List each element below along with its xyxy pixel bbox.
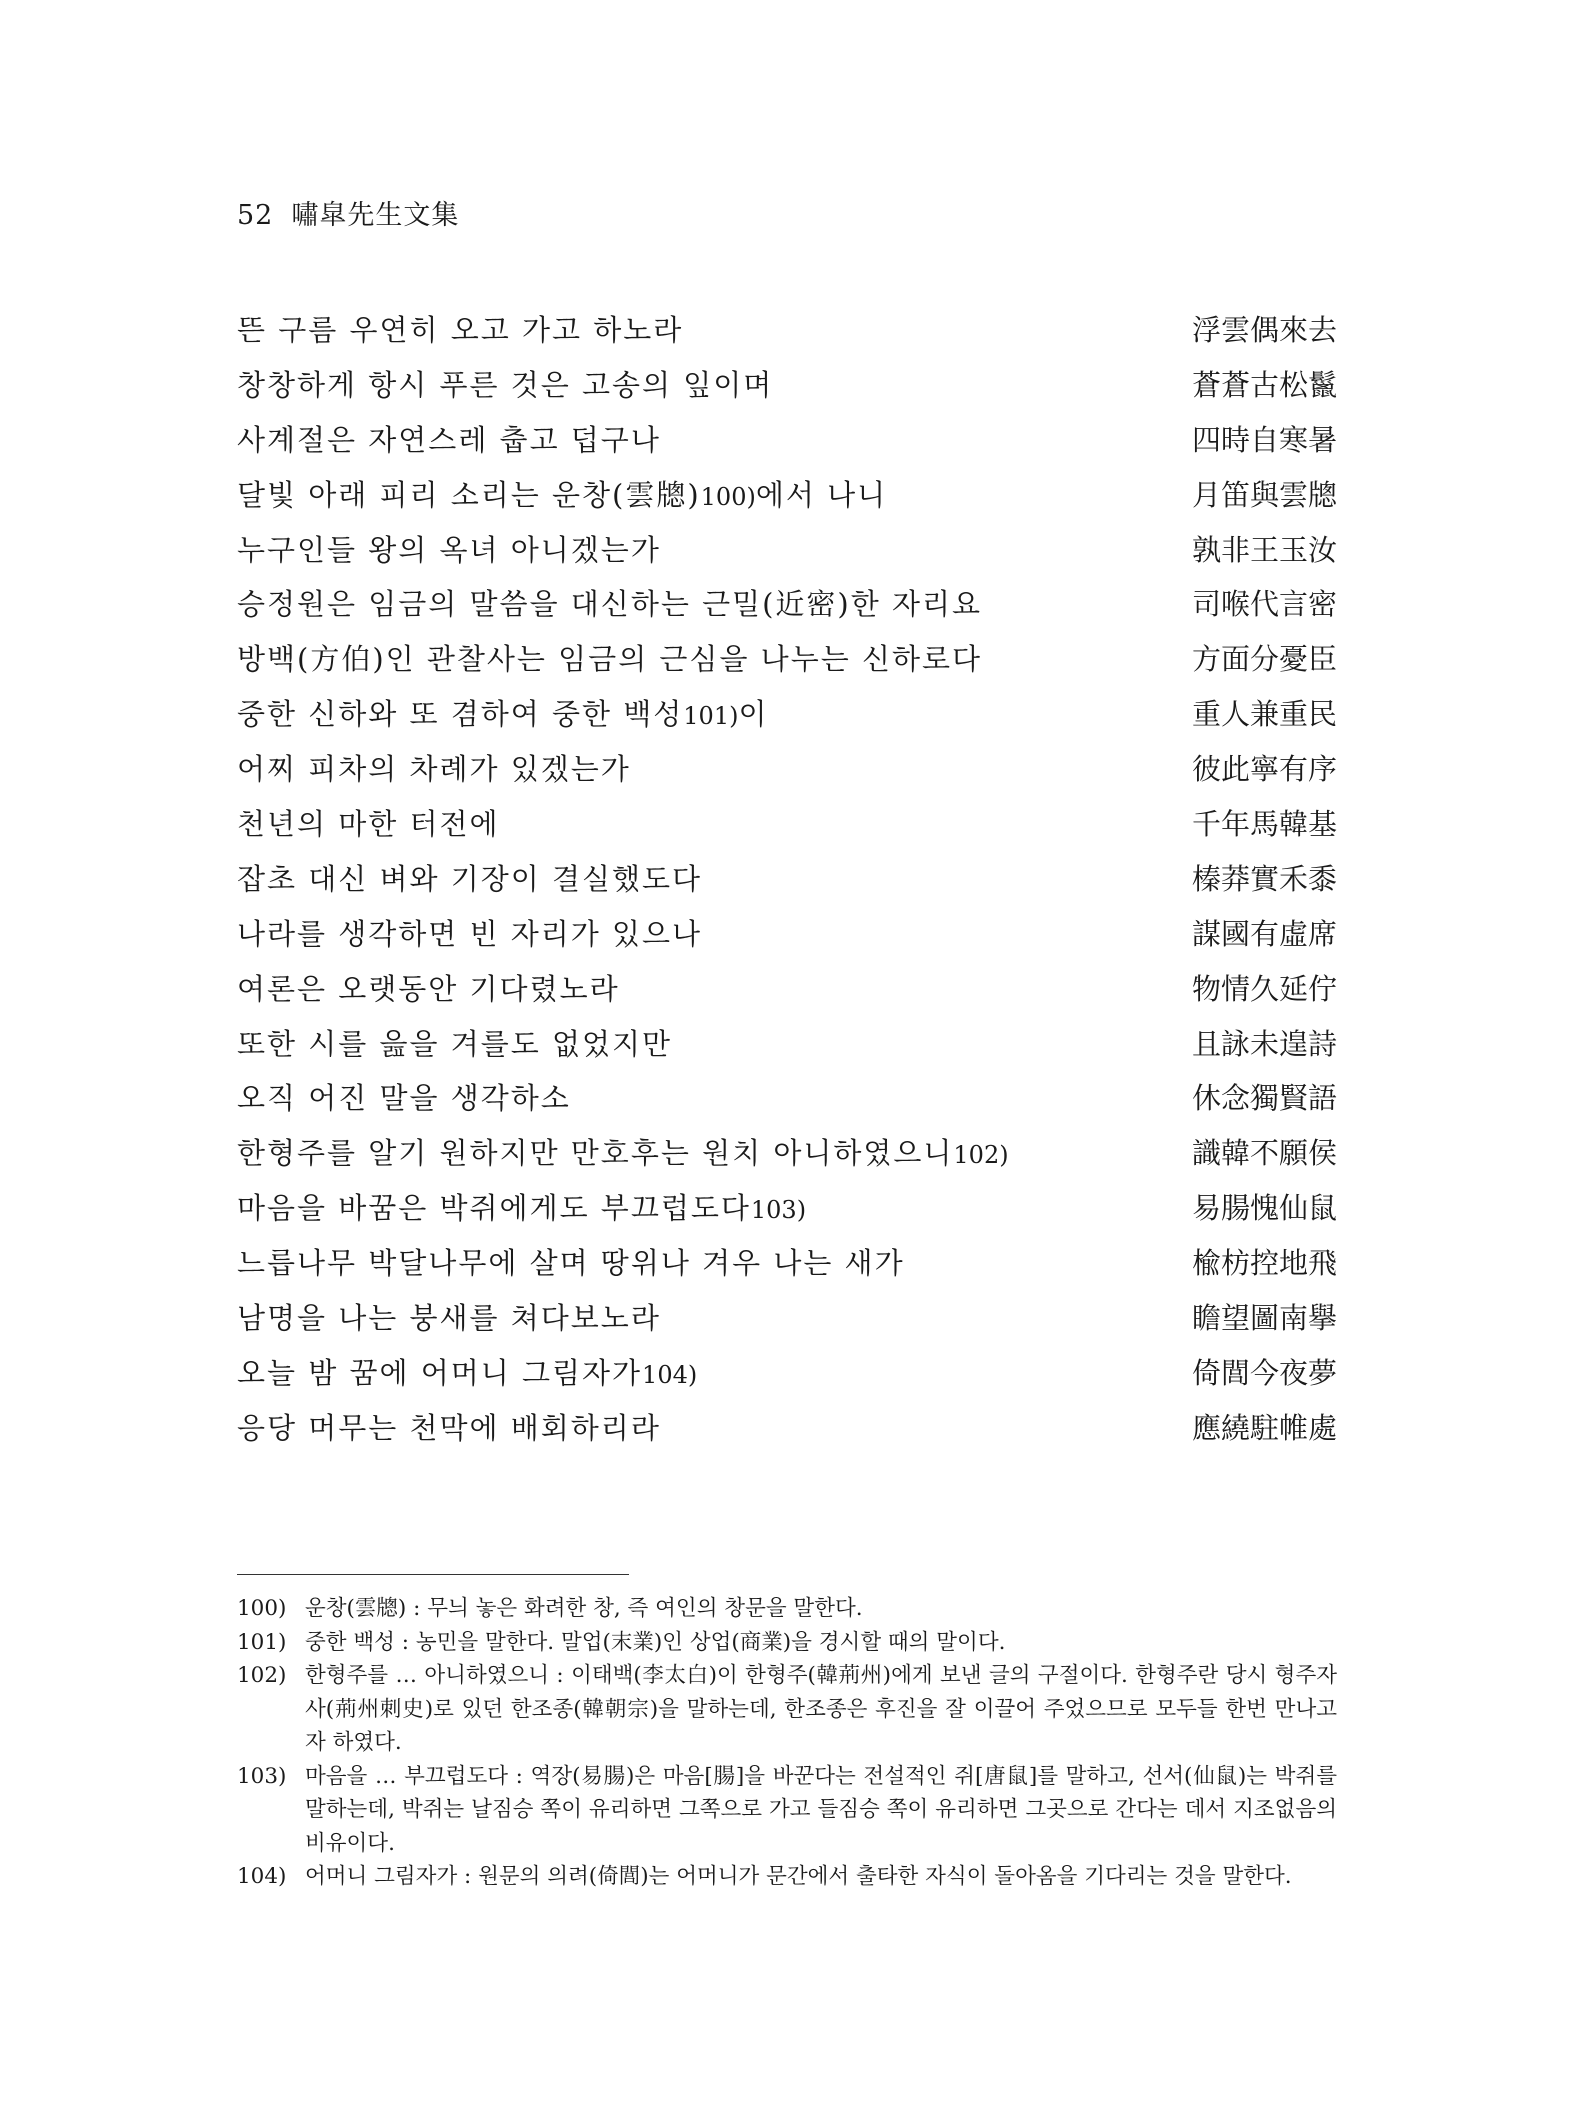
chinese-original: 且詠未遑詩 <box>1191 1026 1337 1061</box>
poem-line <box>237 418 1337 473</box>
poem-line <box>237 967 1337 1022</box>
page-number: 52 <box>237 200 274 231</box>
korean-translation: 한형주를 알기 원하지만 만호후는 원치 아니하였으니102) <box>237 1136 1009 1171</box>
footnote-number: 103) <box>237 1763 287 1789</box>
chinese-original: 重人兼重民 <box>1191 697 1337 732</box>
chinese-original: 易腸愧仙鼠 <box>1191 1191 1337 1226</box>
footnote-text: 어머니 그림자가 : 원문의 의려(倚閭)는 어머니가 문간에서 출타한 자식이 돌아옴을 기다리는 것을 말한다. <box>305 1864 1292 1889</box>
chinese-original: 四時自寒暑 <box>1191 422 1337 457</box>
chinese-original: 彼此寧有序 <box>1191 752 1337 787</box>
chinese-original: 楡枋控地飛 <box>1191 1246 1337 1281</box>
chinese-original: 浮雲偶來去 <box>1191 313 1337 347</box>
footnote-ref: 101) <box>683 702 739 731</box>
chinese-original: 瞻望圖南擧 <box>1191 1301 1337 1336</box>
korean-translation: 오늘 밤 꿈에 어머니 그림자가104) <box>237 1355 698 1390</box>
footnote-ref: 104) <box>642 1360 698 1389</box>
chinese-original: 司喉代言密 <box>1191 587 1337 622</box>
korean-translation: 또한 시를 읊을 겨를도 없었지만 <box>237 1026 673 1061</box>
korean-translation: 사계절은 자연스레 춥고 덥구나 <box>237 422 661 457</box>
poem-line <box>237 528 1337 583</box>
korean-translation: 여론은 오랫동안 기다렸노라 <box>237 971 620 1006</box>
korean-translation: 오직 어진 말을 생각하소 <box>237 1081 571 1116</box>
korean-translation: 창창하게 항시 푸른 것은 고송의 잎이며 <box>237 367 774 402</box>
footnote-text: 중한 백성 : 농민을 말한다. 말업(末業)인 상업(商業)을 경시할 때의 말이다. <box>305 1629 1006 1655</box>
footnote <box>237 1659 1337 1760</box>
korean-translation: 느릅나무 박달나무에 살며 땅위나 겨우 나는 새가 <box>237 1246 905 1281</box>
footnote <box>237 1626 1337 1660</box>
running-head <box>237 193 459 232</box>
chinese-original: 榛莽實禾黍 <box>1191 861 1337 896</box>
chinese-original: 方面分憂臣 <box>1191 642 1337 677</box>
korean-translation: 누구인들 왕의 옥녀 아니겠는가 <box>237 532 661 567</box>
footnote-ref: 103) <box>750 1196 807 1225</box>
korean-translation: 응당 머무는 천막에 배회하리라 <box>237 1410 661 1445</box>
footnote-ref: 100) <box>700 482 756 511</box>
chinese-original: 千年馬韓基 <box>1191 807 1337 842</box>
chinese-original: 孰非王玉汝 <box>1191 532 1337 567</box>
footnote <box>237 1592 1337 1626</box>
footnote-text: 마음을 … 부끄럽도다 : 역장(易腸)은 마음[腸]을 바꾼다는 전설적인 쥐[唐鼠]를 말하고, 선서(仙鼠)는 박쥐를 말하는데, 박쥐는 날짐승 쪽이 유리하면 그쪽으로 가고 들짐승 쪽이 유리하면 그곳으로 간다는 데서 지조없음의 비유이다. <box>305 1763 1337 1856</box>
korean-translation: 마음을 바꿈은 박쥐에게도 부끄럽도다103) <box>237 1191 807 1226</box>
korean-translation: 나라를 생각하면 빈 자리가 있으나 <box>237 916 703 951</box>
poem-line <box>237 308 1337 363</box>
chinese-original: 休念獨賢語 <box>1191 1081 1337 1116</box>
poem-line <box>237 582 1337 637</box>
poem-translation <box>237 308 1337 1461</box>
poem-line <box>237 1022 1337 1077</box>
poem-line <box>237 912 1337 967</box>
korean-translation: 달빛 아래 피리 소리는 운창(雲牕)100)에서 나니 <box>237 477 888 512</box>
poem-line <box>237 1076 1337 1131</box>
poem-line <box>237 692 1337 747</box>
chinese-original: 蒼蒼古松鬣 <box>1191 367 1337 402</box>
footnote <box>237 1760 1337 1861</box>
footnote-number: 104) <box>237 1864 287 1889</box>
poem-line <box>237 1296 1337 1351</box>
poem-line <box>237 747 1337 802</box>
korean-translation: 천년의 마한 터전에 <box>237 807 500 842</box>
footnote-ref: 102) <box>953 1141 1009 1170</box>
korean-translation: 승정원은 임금의 말씀을 대신하는 근밀(近密)한 자리요 <box>237 587 983 622</box>
chinese-original: 應繞駐帷處 <box>1191 1410 1337 1445</box>
footnote-number: 100) <box>237 1596 287 1621</box>
korean-translation: 잡초 대신 벼와 기장이 결실했도다 <box>237 861 703 896</box>
footnote-text: 운창(雲牕) : 무늬 놓은 화려한 창, 즉 여인의 창문을 말한다. <box>305 1596 863 1621</box>
korean-translation: 어찌 피차의 차례가 있겠는가 <box>237 752 631 787</box>
korean-translation: 뜬 구름 우연히 오고 가고 하노라 <box>237 313 684 347</box>
poem-line <box>237 1406 1337 1461</box>
poem-line <box>237 637 1337 692</box>
chinese-original: 識韓不願侯 <box>1191 1136 1337 1171</box>
footnote-text: 한형주를 … 아니하였으니 : 이태백(李太白)이 한형주(韓荊州)에게 보낸 글의 구절이다. 한형주란 당시 형주자사(荊州刺史)로 있던 한조종(韓朝宗)을 말하는데, 한조종은 후진을 잘 이끌어 주었으므로 모두들 한번 만나고자 하였다. <box>305 1663 1337 1755</box>
korean-translation: 방백(方伯)인 관찰사는 임금의 근심을 나누는 신하로다 <box>237 642 983 677</box>
korean-translation: 남명을 나는 붕새를 쳐다보노라 <box>237 1301 661 1336</box>
chinese-original: 謀國有虛席 <box>1191 916 1337 951</box>
poem-line <box>237 857 1337 912</box>
footnote <box>237 1860 1337 1894</box>
footnote-number: 101) <box>237 1629 287 1655</box>
poem-line <box>237 1241 1337 1296</box>
chinese-original: 倚閭今夜夢 <box>1191 1355 1337 1390</box>
poem-line <box>237 1351 1337 1406</box>
poem-line <box>237 363 1337 418</box>
poem-line <box>237 1131 1337 1186</box>
poem-line <box>237 473 1337 528</box>
korean-translation: 중한 신하와 또 겸하여 중한 백성101)이 <box>237 697 769 732</box>
book-title: 嘯皐先生文集 <box>291 200 460 231</box>
chinese-original: 月笛與雲牕 <box>1191 477 1337 512</box>
poem-line <box>237 1186 1337 1241</box>
footnote-rule <box>237 1574 629 1575</box>
chinese-original: 物情久延佇 <box>1191 971 1337 1006</box>
footnotes <box>237 1592 1337 1894</box>
poem-line <box>237 802 1337 857</box>
footnote-number: 102) <box>237 1663 287 1688</box>
